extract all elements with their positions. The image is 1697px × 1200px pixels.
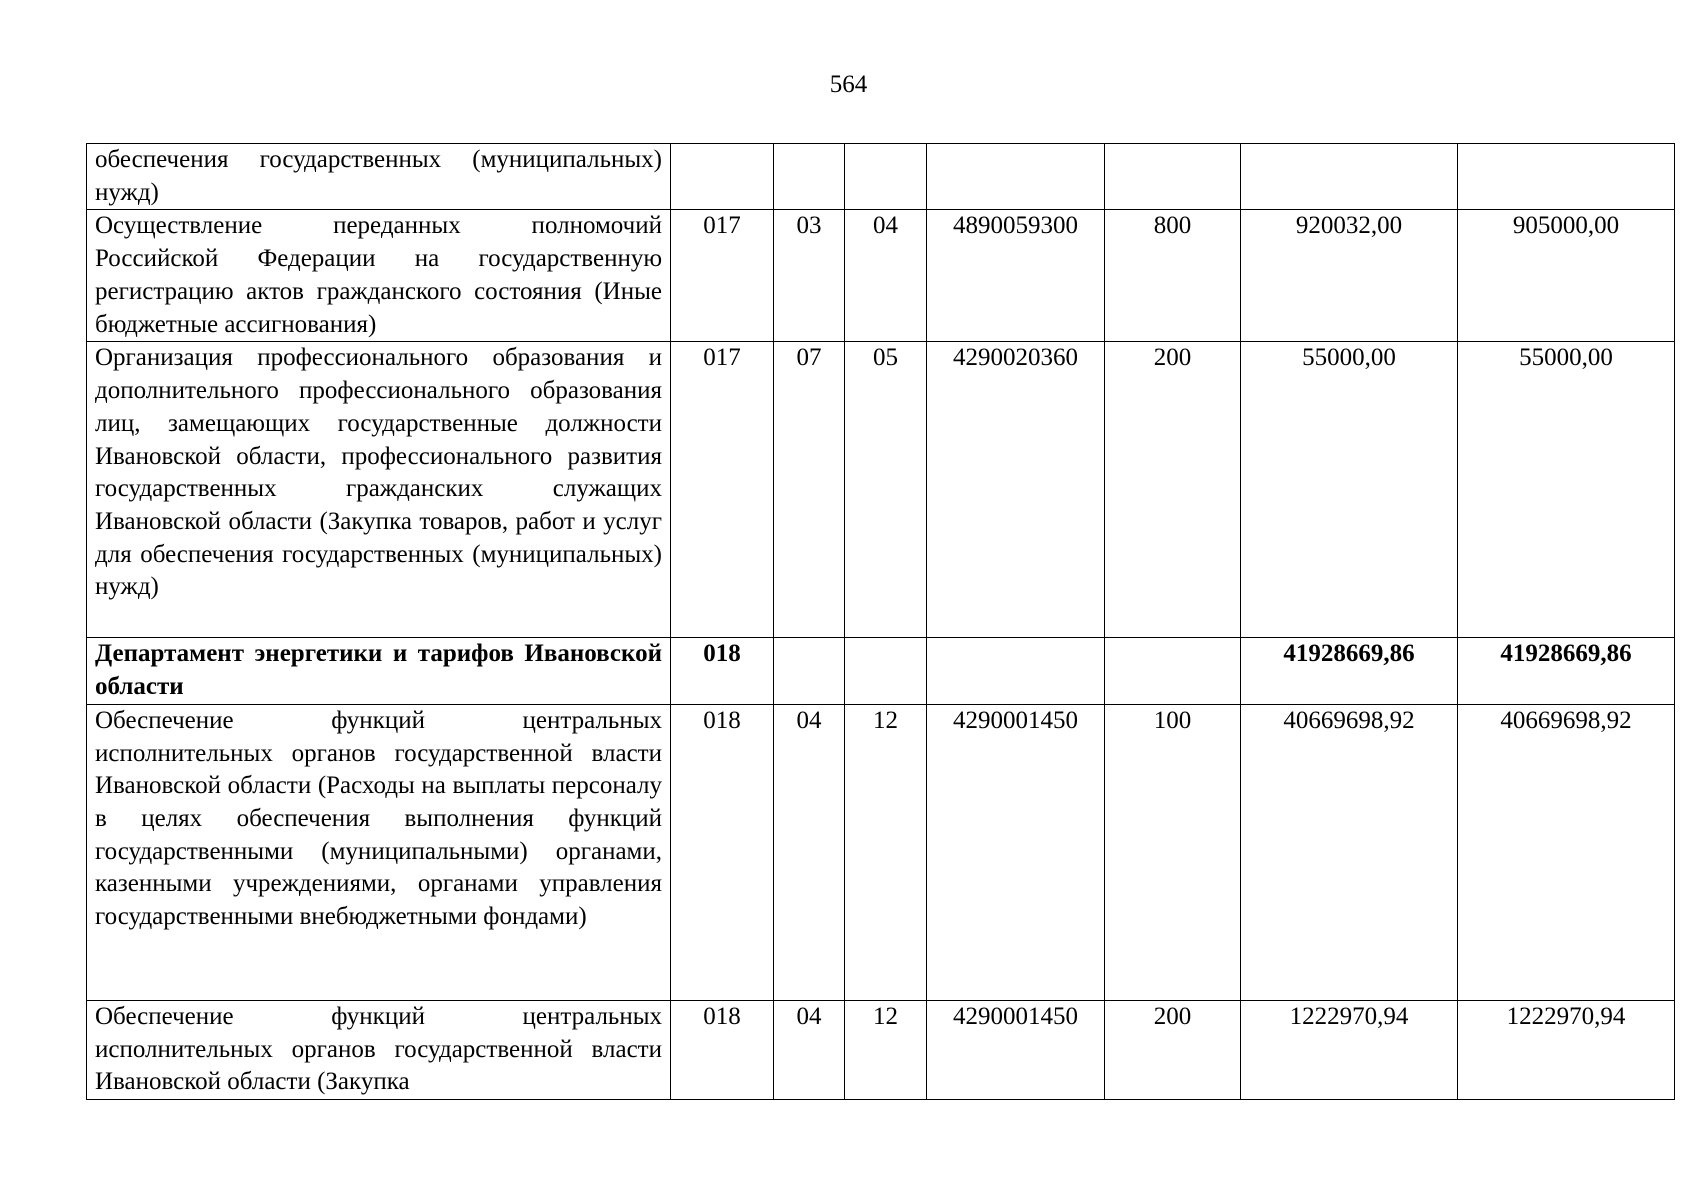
amount-year-1: 40669698,92 [1241,704,1458,1000]
expense-type-code [1105,638,1241,704]
subsection-code [845,638,927,704]
expense-type-code [1105,144,1241,210]
page-number: 564 [829,71,868,98]
ministry-code: 017 [671,210,774,342]
section-code [774,638,845,704]
row-description: Обеспечение функций центральных исполнительных органов государственной власти Ивановской области (Закупка [87,1000,671,1099]
subsection-code: 05 [845,342,927,638]
row-description: Обеспечение функций центральных исполнительных органов государственной власти Ивановской области (Расходы на выплаты персоналу в целях обеспечения выполнения функций государственными (муниципальными) органами, казенными учреждениями, органами управления государственными внебюджетными фондами) [87,704,671,1000]
amount-year-2: 905000,00 [1458,210,1675,342]
amount-year-2: 40669698,92 [1458,704,1675,1000]
amount-year-1: 41928669,86 [1241,638,1458,704]
subsection-code: 12 [845,1000,927,1099]
ministry-code: 018 [671,638,774,704]
row-description: Департамент энергетики и тарифов Ивановской области [87,638,671,704]
ministry-code: 018 [671,1000,774,1099]
target-article-code: 4290001450 [927,704,1105,1000]
target-article-code: 4890059300 [927,210,1105,342]
table-row-department [87,638,1675,704]
section-code: 03 [774,210,845,342]
row-description: Осуществление переданных полномочий Российской Федерации на государственную регистрацию актов гражданского состояния (Иные бюджетные ассигнования) [87,210,671,342]
row-description: Организация профессионального образования и дополнительного профессионального образования лиц, замещающих государственные должности Ивановской области, профессионального развития государственных гражданских служащих Ивановской области (Закупка товаров, работ и услуг для обеспечения государственных (муниципальных) нужд) [87,342,671,638]
table-row [87,704,1675,1000]
amount-year-2: 41928669,86 [1458,638,1675,704]
amount-year-2: 55000,00 [1458,342,1675,638]
target-article-code [927,144,1105,210]
section-code: 04 [774,704,845,1000]
expense-type-code: 200 [1105,1000,1241,1099]
expense-type-code: 100 [1105,704,1241,1000]
table-row [87,210,1675,342]
amount-year-2 [1458,144,1675,210]
amount-year-2: 1222970,94 [1458,1000,1675,1099]
ministry-code: 017 [671,342,774,638]
target-article-code: 4290020360 [927,342,1105,638]
amount-year-1: 920032,00 [1241,210,1458,342]
ministry-code: 018 [671,704,774,1000]
table-row [87,342,1675,638]
expense-type-code: 200 [1105,342,1241,638]
subsection-code [845,144,927,210]
amount-year-1: 55000,00 [1241,342,1458,638]
budget-table [86,143,1675,1100]
ministry-code [671,144,774,210]
amount-year-1 [1241,144,1458,210]
section-code: 04 [774,1000,845,1099]
table-row [87,144,1675,210]
subsection-code: 12 [845,704,927,1000]
section-code: 07 [774,342,845,638]
section-code [774,144,845,210]
target-article-code [927,638,1105,704]
subsection-code: 04 [845,210,927,342]
expense-type-code: 800 [1105,210,1241,342]
row-description: обеспечения государственных (муниципальных) нужд) [87,144,671,210]
target-article-code: 4290001450 [927,1000,1105,1099]
amount-year-1: 1222970,94 [1241,1000,1458,1099]
table-row [87,1000,1675,1099]
